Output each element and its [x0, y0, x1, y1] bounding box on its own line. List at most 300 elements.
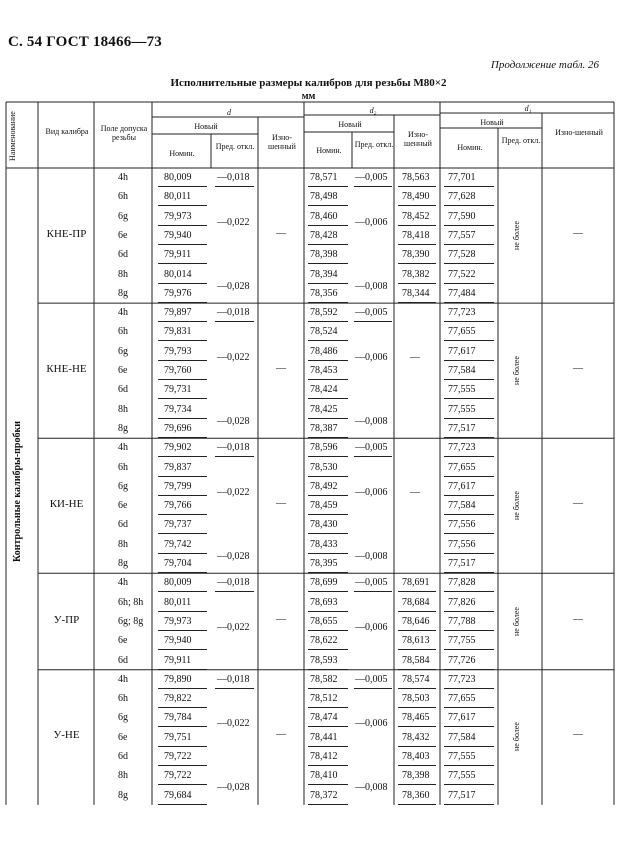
d2-worn: 78,613: [402, 635, 430, 647]
section-label: Контрольные калибры-пробки: [12, 420, 23, 562]
d1-nominal: 77,557: [448, 229, 476, 241]
cell-underline: [444, 244, 494, 245]
cell-underline: [444, 495, 494, 496]
d2-worn: 78,574: [402, 673, 430, 685]
cell-underline: [444, 360, 494, 361]
continuation-note: Продолжение табл. 26: [490, 59, 599, 71]
d-deviation: —0,022: [217, 718, 250, 730]
d-deviation: —0,022: [217, 216, 250, 228]
d2-nominal: 78,655: [310, 615, 338, 627]
caliber-type: КИ-НЕ: [49, 497, 84, 510]
cell-underline: [158, 476, 207, 477]
cell-underline: [398, 630, 436, 631]
cell-underline: [158, 553, 207, 554]
tolerance-field: 6e: [118, 229, 128, 241]
tolerance-field: 8g: [118, 789, 128, 801]
d1-nominal: 77,522: [448, 268, 476, 280]
d2-nominal: 78,582: [310, 673, 338, 685]
tolerance-field: 8h: [118, 403, 128, 415]
cell-underline: [308, 649, 348, 650]
tolerance-field: 4h: [118, 172, 128, 183]
d-deviation: —0,028: [217, 550, 250, 562]
d2-worn: 78,503: [402, 693, 430, 705]
header-d: d: [227, 108, 231, 117]
d2-nominal: 78,593: [310, 654, 338, 666]
header-d1-pred: Пред. откл.: [501, 136, 541, 145]
cell-underline: [308, 244, 348, 245]
d1-nominal: 77,528: [448, 249, 476, 261]
page-header: С. 54 ГОСТ 18466—73: [8, 34, 162, 50]
cell-underline: [308, 283, 348, 284]
d-deviation: —0,028: [217, 782, 250, 794]
tolerance-field: 8h: [118, 770, 128, 782]
d-nominal: 79,684: [164, 789, 192, 801]
d2-nominal: 78,596: [310, 442, 338, 454]
d2-worn: 78,403: [402, 751, 430, 762]
cell-underline: [158, 591, 207, 592]
cell-underline: [398, 784, 436, 785]
ne-bolee-label: не более: [512, 722, 521, 752]
d2-deviation: —0,008: [355, 280, 388, 292]
cell-underline: [444, 669, 494, 670]
cell-underline: [158, 186, 207, 187]
cell-underline: [158, 437, 207, 438]
cell-underline: [158, 263, 207, 264]
cell-underline: [398, 244, 436, 245]
d2-deviation: —0,006: [355, 216, 388, 228]
d2-worn: 78,465: [402, 712, 430, 724]
d2-worn-dash: —: [410, 351, 420, 363]
cell-underline: [444, 784, 494, 785]
d-deviation: —0,028: [217, 415, 250, 427]
d1-nominal: 77,655: [448, 326, 476, 338]
worn-d-dash: —: [276, 227, 286, 239]
cell-underline: [308, 437, 348, 438]
cell-underline: [308, 533, 348, 534]
cell-underline: [444, 514, 494, 515]
caliber-type: У-НЕ: [53, 729, 80, 742]
cell-underline: [308, 669, 348, 670]
d2-worn: 78,418: [402, 229, 430, 241]
d-nominal: 79,890: [164, 673, 192, 685]
d2-worn: 78,684: [402, 596, 430, 608]
cell-underline: [158, 244, 207, 245]
tolerance-field: 6d: [118, 384, 128, 396]
cell-underline: [444, 225, 494, 226]
d2-nominal: 78,430: [310, 519, 338, 531]
d1-nominal: 77,655: [448, 693, 476, 705]
cell-underline: [308, 225, 348, 226]
d2-nominal: 78,460: [310, 210, 338, 222]
cell-underline: [398, 649, 436, 650]
d1-nominal: 77,517: [448, 558, 476, 569]
d-nominal: 80,009: [164, 172, 192, 183]
cell-underline: [444, 456, 494, 457]
cell-underline: [158, 611, 207, 612]
ne-bolee-label: не более: [512, 221, 521, 250]
d1-nominal: 77,755: [448, 635, 476, 647]
ne-bolee-label: не более: [512, 491, 521, 521]
cell-underline: [444, 533, 494, 534]
header-d2: d₂: [369, 106, 377, 115]
cell-underline: [158, 669, 207, 670]
cell-underline: [308, 418, 348, 419]
d1-nominal: 77,788: [448, 615, 476, 627]
worn-d-dash: —: [276, 613, 286, 625]
header-naim: Наименование: [8, 111, 17, 161]
tolerance-field: 4h: [118, 673, 128, 685]
header-d1-novyi: Новый: [480, 118, 504, 127]
d1-nominal: 77,584: [448, 731, 476, 743]
d2-nominal: 78,398: [310, 249, 338, 261]
d-nominal: 79,911: [164, 249, 192, 261]
worn-d1-dash: —: [573, 729, 583, 741]
d2-deviation: —0,006: [355, 621, 388, 633]
d-deviation: —0,018: [217, 172, 250, 183]
cell-underline: [444, 765, 494, 766]
tolerance-field: 6g; 8g: [118, 615, 144, 627]
cell-underline: [444, 340, 494, 341]
d1-nominal: 77,701: [448, 172, 476, 183]
d-nominal: 79,766: [164, 500, 192, 512]
cell-underline: [444, 437, 494, 438]
d-nominal: 79,837: [164, 461, 192, 473]
d1-nominal: 77,556: [448, 538, 476, 550]
cell-underline: [444, 572, 494, 573]
cell-underline: [215, 688, 254, 689]
cell-underline: [158, 321, 207, 322]
d-nominal: 80,011: [164, 596, 192, 608]
d-deviation: —0,028: [217, 280, 250, 292]
d1-nominal: 77,723: [448, 673, 476, 685]
cell-underline: [444, 611, 494, 612]
cell-underline: [215, 321, 254, 322]
cell-underline: [308, 707, 348, 708]
tolerance-field: 8h: [118, 268, 128, 280]
d2-nominal: 78,486: [310, 345, 338, 357]
d-deviation: —0,018: [217, 442, 250, 454]
cell-underline: [158, 630, 207, 631]
cell-underline: [354, 456, 392, 457]
d-nominal: 79,940: [164, 229, 192, 241]
cell-underline: [444, 302, 494, 303]
header-d-izn: Изно-шенный: [268, 133, 296, 151]
cell-underline: [158, 398, 207, 399]
d1-nominal: 77,628: [448, 191, 476, 203]
d-nominal: 79,831: [164, 326, 192, 338]
d-nominal: 79,742: [164, 538, 192, 550]
cell-underline: [308, 804, 348, 805]
d-deviation: —0,018: [217, 307, 250, 319]
header-d2-pred: Пред. откл.: [354, 140, 394, 149]
cell-underline: [308, 784, 348, 785]
cell-underline: [354, 321, 392, 322]
d2-worn: 78,360: [402, 789, 430, 801]
d2-worn: 78,563: [402, 172, 430, 183]
d2-nominal: 78,410: [310, 770, 338, 782]
d-nominal: 79,822: [164, 693, 192, 705]
d2-worn: 78,398: [402, 770, 430, 782]
d1-nominal: 77,723: [448, 307, 476, 319]
cell-underline: [308, 263, 348, 264]
cell-underline: [444, 379, 494, 380]
table-title: Исполнительные размеры калибров для резьбы М80×2: [170, 77, 447, 89]
tolerance-field: 6d: [118, 654, 128, 666]
cell-underline: [308, 495, 348, 496]
d-nominal: 79,731: [164, 384, 192, 396]
cell-underline: [444, 476, 494, 477]
d2-nominal: 78,512: [310, 693, 338, 705]
header-d-nomin: Номин.: [169, 149, 195, 158]
cell-underline: [444, 746, 494, 747]
d1-nominal: 77,517: [448, 789, 476, 801]
d2-nominal: 78,492: [310, 480, 338, 492]
d-nominal: 79,696: [164, 422, 192, 434]
d2-deviation: —0,008: [355, 782, 388, 794]
cell-underline: [398, 186, 436, 187]
d2-deviation: —0,005: [355, 172, 388, 183]
cell-underline: [215, 456, 254, 457]
cell-underline: [444, 553, 494, 554]
d2-nominal: 78,699: [310, 577, 338, 589]
d2-nominal: 78,395: [310, 558, 338, 569]
header-d1: d₁: [524, 104, 532, 113]
cell-underline: [308, 205, 348, 206]
d-nominal: 79,973: [164, 210, 192, 222]
tolerance-field: 6h: [118, 693, 128, 705]
header-vid: Вид калибра: [45, 127, 89, 136]
cell-underline: [398, 688, 436, 689]
table-units: мм: [301, 91, 316, 102]
d-nominal: 79,799: [164, 480, 192, 492]
cell-underline: [444, 726, 494, 727]
tolerance-field: 6e: [118, 635, 128, 647]
d2-deviation: —0,005: [355, 577, 388, 589]
cell-underline: [444, 321, 494, 322]
header-d2-izn: Изно-шенный: [404, 130, 432, 148]
tolerance-field: 8h: [118, 538, 128, 550]
d-nominal: 79,751: [164, 731, 192, 743]
cell-underline: [158, 726, 207, 727]
cell-underline: [398, 263, 436, 264]
d2-nominal: 78,372: [310, 789, 338, 801]
d-nominal: 79,793: [164, 345, 192, 357]
d1-nominal: 77,655: [448, 461, 476, 473]
d-nominal: 79,976: [164, 287, 192, 299]
cell-underline: [444, 186, 494, 187]
header-d2-nomin: Номин.: [316, 146, 342, 155]
d2-deviation: —0,006: [355, 486, 388, 498]
d-nominal: 79,911: [164, 654, 192, 666]
cell-underline: [444, 591, 494, 592]
d2-nominal: 78,498: [310, 191, 338, 203]
d-nominal: 79,897: [164, 307, 192, 319]
cell-underline: [398, 726, 436, 727]
tolerance-field: 8g: [118, 558, 128, 569]
d-deviation: —0,022: [217, 486, 250, 498]
tolerance-field: 6g: [118, 480, 128, 492]
cell-underline: [308, 476, 348, 477]
ne-bolee-label: не более: [512, 356, 521, 386]
cell-underline: [158, 533, 207, 534]
cell-underline: [158, 495, 207, 496]
worn-d-dash: —: [276, 729, 286, 741]
d1-nominal: 77,555: [448, 403, 476, 415]
d2-nominal: 78,412: [310, 751, 338, 762]
cell-underline: [308, 746, 348, 747]
cell-underline: [308, 726, 348, 727]
cell-underline: [308, 321, 348, 322]
cell-underline: [158, 340, 207, 341]
tolerance-field: 4h: [118, 307, 128, 319]
d1-nominal: 77,723: [448, 442, 476, 454]
tolerance-field: 6h: [118, 326, 128, 338]
tolerance-field: 8g: [118, 287, 128, 299]
d-nominal: 79,722: [164, 770, 192, 782]
cell-underline: [308, 379, 348, 380]
cell-underline: [158, 765, 207, 766]
d2-worn: 78,584: [402, 654, 430, 666]
cell-underline: [158, 360, 207, 361]
d2-deviation: —0,008: [355, 415, 388, 427]
cell-underline: [158, 418, 207, 419]
d2-deviation: —0,005: [355, 673, 388, 685]
d1-nominal: 77,555: [448, 751, 476, 762]
tolerance-field: 8g: [118, 422, 128, 434]
d2-nominal: 78,453: [310, 365, 338, 376]
cell-underline: [158, 456, 207, 457]
d-nominal: 79,973: [164, 615, 192, 627]
cell-underline: [158, 514, 207, 515]
cell-underline: [158, 205, 207, 206]
d-deviation: —0,018: [217, 577, 250, 589]
cell-underline: [308, 456, 348, 457]
cell-underline: [158, 707, 207, 708]
cell-underline: [308, 572, 348, 573]
d2-worn: 78,452: [402, 210, 430, 222]
cell-underline: [398, 669, 436, 670]
d-nominal: 79,760: [164, 365, 192, 376]
tolerance-field: 6g: [118, 712, 128, 724]
d2-nominal: 78,394: [310, 268, 338, 280]
cell-underline: [308, 591, 348, 592]
d2-nominal: 78,459: [310, 500, 338, 512]
header-d1-izn: Изно-шенный: [555, 128, 603, 137]
d2-deviation: —0,006: [355, 718, 388, 730]
d2-nominal: 78,424: [310, 384, 338, 396]
tolerance-field: 6d: [118, 249, 128, 261]
cell-underline: [215, 186, 254, 187]
cell-underline: [158, 283, 207, 284]
d1-nominal: 77,726: [448, 654, 476, 666]
tolerance-field: 6d: [118, 751, 128, 762]
cell-underline: [398, 746, 436, 747]
cell-underline: [308, 340, 348, 341]
d1-nominal: 77,828: [448, 577, 476, 589]
tolerance-field: 6g: [118, 345, 128, 357]
d1-nominal: 77,517: [448, 422, 476, 434]
header-d1-nomin: Номин.: [457, 143, 483, 152]
cell-underline: [398, 283, 436, 284]
tolerance-field: 6h: [118, 461, 128, 473]
d-nominal: 79,722: [164, 751, 192, 762]
d1-nominal: 77,617: [448, 345, 476, 357]
d-nominal: 79,784: [164, 712, 192, 724]
d1-nominal: 77,555: [448, 770, 476, 782]
cell-underline: [398, 804, 436, 805]
cell-underline: [398, 205, 436, 206]
cell-underline: [398, 591, 436, 592]
cell-underline: [308, 688, 348, 689]
cell-underline: [308, 186, 348, 187]
d2-worn: 78,691: [402, 577, 430, 589]
worn-d-dash: —: [276, 362, 286, 374]
caliber-type: У-ПР: [53, 613, 80, 626]
header-pole: Поле допуска резьбы: [100, 124, 148, 142]
cell-underline: [158, 225, 207, 226]
cell-underline: [158, 649, 207, 650]
d1-nominal: 77,556: [448, 519, 476, 531]
d1-nominal: 77,584: [448, 500, 476, 512]
cell-underline: [444, 418, 494, 419]
d-nominal: 80,011: [164, 191, 192, 203]
d2-nominal: 78,356: [310, 287, 338, 299]
caliber-type: КНЕ-ПР: [46, 227, 87, 240]
d1-nominal: 77,484: [448, 287, 476, 299]
header-d-pred: Пред. откл.: [215, 142, 255, 151]
cell-underline: [158, 302, 207, 303]
d2-nominal: 78,441: [310, 731, 338, 743]
cell-underline: [308, 360, 348, 361]
cell-underline: [308, 611, 348, 612]
d2-nominal: 78,571: [310, 172, 338, 183]
cell-underline: [444, 630, 494, 631]
d-nominal: 80,014: [164, 268, 192, 280]
d1-nominal: 77,617: [448, 712, 476, 724]
tolerance-field: 6e: [118, 500, 128, 512]
d-nominal: 79,704: [164, 558, 192, 569]
cell-underline: [398, 765, 436, 766]
cell-underline: [158, 804, 207, 805]
cell-underline: [308, 553, 348, 554]
cell-underline: [444, 649, 494, 650]
cell-underline: [444, 688, 494, 689]
d2-nominal: 78,524: [310, 326, 338, 338]
tolerance-field: 6e: [118, 365, 128, 376]
cell-underline: [444, 804, 494, 805]
d2-nominal: 78,622: [310, 635, 338, 647]
cell-underline: [398, 707, 436, 708]
cell-underline: [158, 688, 207, 689]
caliber-type: КНЕ-НЕ: [46, 362, 87, 375]
d-deviation: —0,018: [217, 673, 250, 685]
cell-underline: [398, 225, 436, 226]
tolerance-field: 6d: [118, 519, 128, 531]
cell-underline: [158, 784, 207, 785]
cell-underline: [444, 707, 494, 708]
d2-worn: 78,490: [402, 191, 430, 203]
worn-d1-dash: —: [573, 227, 583, 239]
d2-worn-dash: —: [410, 486, 420, 498]
cell-underline: [444, 205, 494, 206]
d2-nominal: 78,428: [310, 229, 338, 241]
d-nominal: 79,902: [164, 442, 192, 454]
d2-deviation: —0,008: [355, 550, 388, 562]
cell-underline: [215, 591, 254, 592]
cell-underline: [444, 283, 494, 284]
worn-d-dash: —: [276, 497, 286, 509]
d-nominal: 80,009: [164, 577, 192, 589]
